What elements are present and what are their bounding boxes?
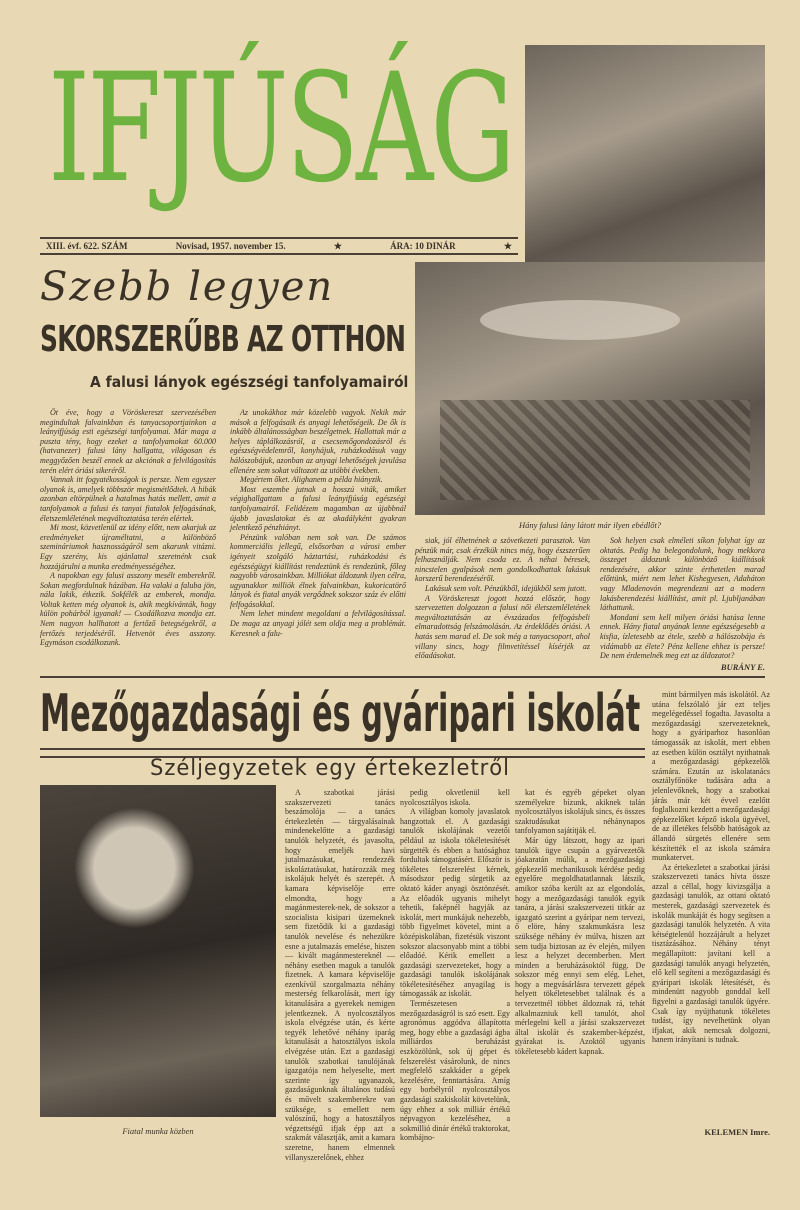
paragraph: Pénzünk valóban nem sok van. De számos kommerciális jellegű, elsősorban a városi ember igényeit szolgáló háztartási, ruházkodási és egészségügyi kiállítást rendeztünk és rendezünk, főleg nagyobb városainkban. Milliókat áldozunk ilyen célra, ugyanakkor milliók élnek falvainkban, kukoricatörő lányok és fiatal anyák vergődnek sokszor száz év előtti felfogásokkal. [230, 532, 406, 609]
article2-photo-caption: Fiatal munka közben [122, 1126, 194, 1136]
paragraph: pedig okvetlenül kell nyolcosztályos iskola. [400, 788, 510, 807]
article1-column-4 [600, 536, 765, 660]
article1-signature: BURÁNY E. [720, 662, 765, 672]
star-icon: ★ [503, 240, 512, 251]
paragraph: Az értekezletet a szabotkai járási szakszervezeti tanács hívta össze azzal a céllal, hogy kivizsgálja a gazdasági tanulók, az ottani oktató mesterek, gazdasági szervezetek és iskolák munkáját és hogy segítsen a gazdasági tanulók helyzetén. A vita kétségtelenül hozzájárult a helyzet tisztázásához. Néhány tényt megállapított: javítani kell a gazdasági tanulók anyagi helyzetén, elő kell segíteni a mezőgazdasági és gyáripari iskolák létesítését, és mindenütt nagyobb gonddal kell figyelni a gazdasági tanulók ügyére. Csak így nyújthatunk tökéletes tudást, így nevelhetünk olyan ifjakat, akik nemcsak dolgozni, hanem irányítani is tudnak. [652, 862, 770, 1045]
paragraph: Már úgy látszott, hogy az ipari tanulók ügye csupán a gyárvezetők jóakaratán múlik, a mezőgazdasági gépkezelő mechanikusok kérdése pedig egyelőre megoldhatatlannak látszik, amikor szóba került az az elgondolás, hogy a mezőgazdasági tanulók egyik tanára, a járási szakszervezeti titkár az igazgató szerint a gyáripar nem tervezi, ő elöre, hány szakmunkásra lesz szüksége néhány év múlva, hiszen azt sem tudja biztosan az év elején, milyen lesz a helyzet decemberben. Mert minden a beruházásoktól függ. De sokszor még ennyi sem elég. Lehet, hogy a megvásárlásra tervezett gépek helyett tökéletesebbet találnak és a tervezettnél többet áldoznak rá, tehát alkalmazniuk kell tanulót, ahol mérlegelni kell a járási szakszervezet által iskolát és szakember-képzést, gyárakat is. Azoktól ugyanis tökéletesebb kádert kapnak. [515, 835, 645, 1057]
paragraph: Lakásuk sem volt. Pénzükből, idejükből sem jutott. [425, 583, 587, 593]
paragraph: Sok helyen csak elméleti síkon folyhat így az oktatás. Pedig ha belegondolunk, hogy mekkora összeget áldozunk különböző kiállítások rendezésére, akkor szinte érthetetlen marad előttünk, miért nem lehet Kishegyesen, Adaháton vagy Mladenovón megrendezni azt a modern lakásberendezési kiállítást, amit pl. Ljubljanában láthattunk. [600, 536, 765, 613]
section-divider [40, 676, 765, 678]
article1-column-2 [230, 408, 406, 670]
price: ÁRA: 10 DINÁR [390, 241, 456, 251]
place-date: Novisad, 1957. november 15. [175, 241, 286, 251]
masthead-logo: IFJÚSÁG [48, 42, 513, 216]
dining-room-photo-top [525, 45, 765, 265]
paragraph: Megértem őket. Alighanem a példa hiányzik. [240, 475, 383, 485]
article2-subheadline: Széljegyzetek egy értekezletről [150, 756, 510, 781]
paragraph: siak, jól élhetnének a szövetkezeti parasztok. Van pénzük már, csak érzékük nincs még, hogy észszerűen felhasználják. Nem csoda ez. A néhai béresek, nincstelen gyalpások nem gondolkodhattak lakásuk korszerű berendezéséről. [415, 536, 590, 584]
article1-subheadline: A falusi lányok egészségi tanfolyamairól [90, 373, 409, 391]
article1-column-3 [415, 536, 590, 670]
paragraph: Öt éve, hogy a Vöröskereszt szervezésében megindultak falvainkban és tanyacsoportjainkon a leányifjúság esti egészségi tanfolyamai. Már maga a puszta tény, hogy ezeket a tanfolyamokat 60.000 (hatvanezer) falusi lány hallgatta, világosan és meggyőzően beszél ennek az akciónak a felvilágosítás terén elért óriási sikeréről. [40, 408, 216, 475]
article1-headline: SKORSZERŰBB AZ OTTHON [40, 319, 406, 360]
paragraph: Természetesen a mezőgazdaságról is szó esett. Egy agronómus aggódva állapította meg, hogy ebbe a gazdasági ágba milliárdos beruházást eszközölünk, sok új gépet és felszerelést vásárolunk, de nincs megfelelő szakkáder a gépek kezelésére, fenntartására. Amíg egy borbélyról nyolcosztályos gazdasági szakiskolát követelünk, úgy ehhez a sok milliár értékű népvagyon kezeléséhez, a sokmillió dinár értékű traktorokat, kombájno- [400, 999, 510, 1143]
article2-signature: KELEMEN Imre. [704, 1127, 770, 1137]
paragraph: Mondani sem kell milyen óriási hatása lenne ennek. Hány fiatal anyának lenne egészségesebb a kisfia, ízletesebb az étele, szebb a hálószobája és vidámabb az élete? Pénz kellene ehhez is persze! De nem érdemelnék meg ezt az áldozatot? [600, 612, 765, 661]
photo-rug-detail [440, 400, 750, 500]
article1-photo-caption: Hány falusi lány látott már ilyen ebédlőt? [518, 520, 662, 530]
paragraph: Vannak itt fogyatékosságok is persze. Nem egyszer olyanok is, amelyek többször megismétlődtek. A hibák azonban eltörpülnek a hatalmas hatás mellett, amit a tanfolyamok a falusi és tanyai fiatalok felfogásának, életszemléletének megváltoztatása terén elértek. [40, 475, 216, 523]
issue-info-bar [40, 237, 518, 255]
paragraph: mint bármilyen más iskolától. Az utána felszólaló jár ezt teljes megelégedéssel fogadta. Javasolta a mezőgazdasági szervezeteknek, hogy a gyáriparhoz hasonlóan támogassák az iskolát, mert ebben az esetben külön osztályt nyithatnak a mezőgazdasági gépkezelők számára. Ezután az iskolatanács osztályfőnöke tudására adta a jelenlevőknek, hogy a szabotkai járás már két évvel ezelőtt foglalkozni kezdett a mezőgazdasági gépkezelőket képző iskola ügyével, de az illetékes felsőbb hatóságok az állandó sürgetés ellenére sem készítették el az iskola számára munkatervet. [652, 690, 770, 863]
article2-column-3 [515, 788, 645, 1138]
article2-column-1 [285, 788, 395, 1162]
paragraph: Mi most, közvetlenül az idény előtt, nem akarjuk az eredményeket újraméltatni, a különböző szemináriumok hasznosságáról sem akarunk vitázni. Egy szerény, kis ajánlattal szeretnénk csak hozzájárulni a munka eredményességéhez. [40, 523, 216, 571]
paragraph: Most eszembe jutnak a hosszú viták, amiket végighallgattam a falusi leányifjúság egészségi tanfolyamairól. Felidézem magamban az újabbnál újabb javaslatokat és az akadályként gyakran jelentkező pénzhiányt. [230, 484, 406, 533]
photo-table-detail [480, 300, 680, 340]
paragraph: A szabotkai járási szakszervezeti tanács beszámolója — a tanács értekezletén — tárgyalásainak mindenekelőtte a gazdasági tanulók helyzetét, és javasolta, hogy emeljék havi jutalmazásukat, rendezzék iskoláztatásukat, határozzák meg iskolájuk helyét és szerepét. A kamara képviselője erre elmondta, hogy a magánmesterek-nek, de sokszor a szocialista kisipari üzemeknek sem fizetődik ki a gazdasági tanulók nevelése és nehezükre esne a jutalmazás emelése, hiszen — kivált magánmestereknél — néhány esetben maguk a tanulók fizetnek. A kamara képviselője ezenkívül szorgalmazta néhány mesterség felkarolását, mert így kitanulására a gyerekek nemigen jelentkeznek. A nyolcosztályos iskola elvégzése után, és kérte tegyék lehetővé néhány iparág kitanulását a hatosztályos iskola elvégzése után. Ezt a gazdasági tanulók szabotkai tanulójának igazgatója nem helyeselte, mert szerinte így ugyanazok, gazdaságunknak általános tudású és művelt szakemberekre van szüksége, s emellett nem valószínű, hogy a hatosztályos végzettségű ifjak épp azt a szakmát választják, amit a kamara szeretne, hanem elmennek villanyszerelőnek, ehhez [285, 788, 395, 1162]
paragraph: Nem lehet mindent megoldani a felvilágosítással. De maga az anyagi jólét sem oldja meg a problémát. Keresnek a falu- [230, 609, 406, 638]
article2-column-2 [400, 788, 510, 1143]
star-icon: ★ [333, 240, 342, 251]
paragraph: Az unokákhoz már közelebb vagyok. Nekik már mások a felfogásaik és anyagi lehetőségeik. De ők is inkább általánosságban beszélgetnek. Hallottak már a helyes táplálkozásról, a csecsemőgondozásról és egészségvédelemről, konyhájuk, ruházkodásuk vagy hálószobájuk, azonban az anyagi lehetőségek javulása ellenére sem sokat változott az utóbbi években. [230, 408, 406, 475]
paragraph: A napokban egy falusi asszony mesélt emberekről. Sokan megfordulnak házában. Ha valaki a faluba jön, nála lakik, étkezik. Sokfélék az emberek, mondja. Voltak ketten még olyanok is, akik megkívánták, hogy külön pohárból igyanak! — Csodálkozva mondja ezt. Nem nagyon hallhatott a fertőző betegségekről, a fertőzés terjedéséről. Hetvenöt éves asszony. Egymáson csodálkozunk. [40, 571, 216, 648]
article2-column-4 [652, 690, 770, 1120]
article1-kicker: Szebb legyen [40, 264, 335, 310]
young-worker-photo [40, 785, 276, 1117]
paragraph: kat és egyéb gépeket olyan személyekre bízunk, akiknek talán nyolcosztályos iskolájuk sincs, és összes szaktudásukat néhánynapos tanfolyamon sajátítják el. [515, 788, 645, 836]
issue-number: XIII. évf. 622. SZÁM [46, 241, 128, 251]
article2-headline: Mezőgazdasági és gyáripari iskolát [40, 684, 641, 744]
paragraph: A világban komoly javaslatok hangzottak el. A gazdasági tanulók iskolájának vezetői például az iskola tökéletesítését sürgették és ebben a hatósághoz fordultak támogatásért. Először is tökéletes felszerelést kérnek, másodszor pedig sürgetik az oktató káder anyagi ösztönzését. Az előadók ugyanis mihelyt tehetik, faképnél hagyják az iskolát, mert munkájuk nehezebb, több figyelmet követel, mint a középiskolában, fizetésük viszont sokszor alacsonyabb mint a többi előadóé. Kérik emellett a gazdasági szervezeteket, hogy a gazdasági tanulók iskolájának tökéletesítéséhez anyagilag is támogassák az iskolát. [400, 807, 510, 999]
article1-column-1 [40, 408, 216, 670]
paragraph: A Vöröskereszt jogott hozzá először, hogy szervezetten dolgozzon a falusi női életszemléletének megváltoztatásán az évszázados felfogásbeli elmaradottság felszámolásán. Az érdeklődés óriási. A hatás sem marad el. De sok még a tanyacsoport, ahol villany sincs, hogy filmvetítéssel kísérjék az előadásokat. [415, 593, 590, 661]
